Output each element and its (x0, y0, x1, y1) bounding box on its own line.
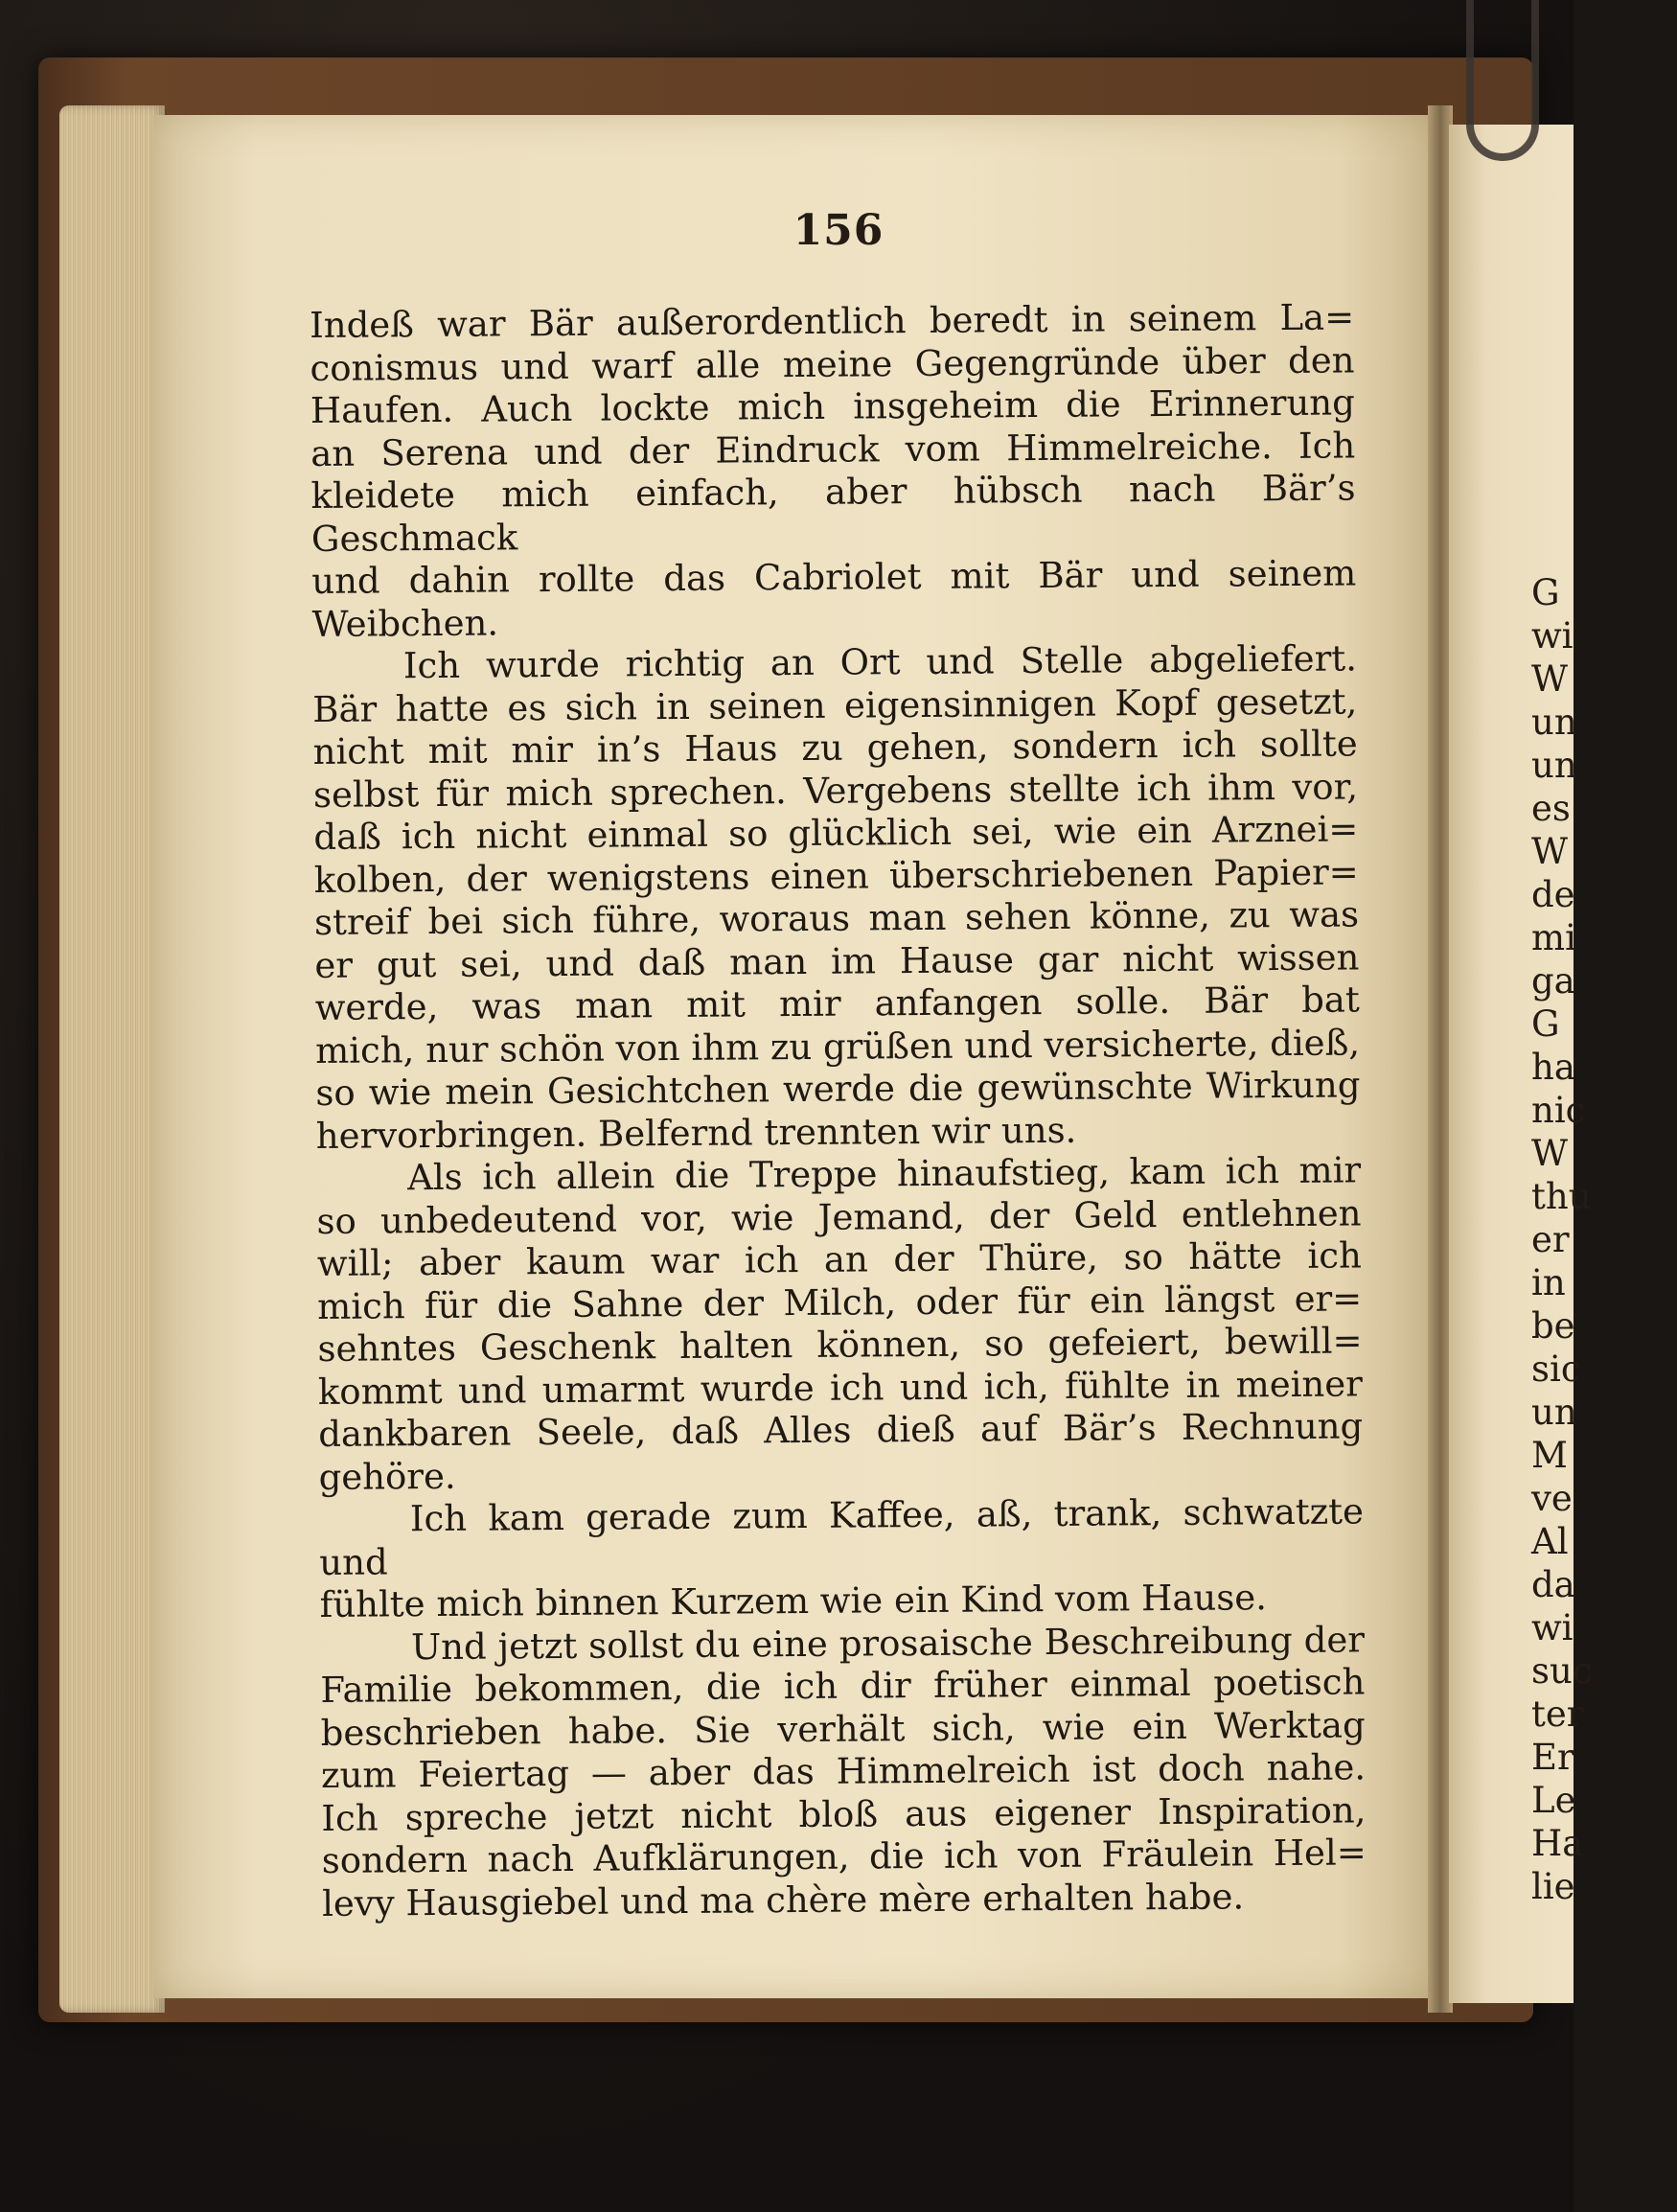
text-line: Indeß war Bär außerordentlich beredt in seinem La= (310, 296, 1355, 346)
facing-page-fragment: G (1531, 1003, 1560, 1045)
facing-page-fragment: Ha (1531, 1823, 1584, 1864)
facing-page-fragment: un (1531, 702, 1577, 743)
text-line: dankbaren Seele, daß Alles dieß auf Bär’s Rechnung (318, 1405, 1364, 1455)
facing-page-fragment: ga (1531, 960, 1575, 1002)
facing-page-fragment: W (1531, 658, 1569, 700)
facing-page-fragment: es (1531, 788, 1571, 829)
text-line: fühlte mich binnen Kurzem wie ein Kind vom Hause. (319, 1577, 1268, 1625)
text-line: gehöre. (318, 1455, 456, 1498)
facing-page-fragment: nic (1531, 1090, 1586, 1131)
facing-page-fragment: un (1531, 1392, 1577, 1433)
text-line: daß ich nicht einmal so glücklich sei, wie ein Arznei= (313, 808, 1359, 858)
facing-page-fragment: in (1531, 1262, 1566, 1303)
text-line: werde, was man mit mir anfangen solle. Bär bat (314, 979, 1360, 1028)
text-line: so unbedeutend vor, wie Jemand, der Geld entlehnen (316, 1191, 1362, 1242)
facing-page-fragment: be (1531, 1305, 1575, 1347)
text-line: und dahin rollte das Cabriolet mit Bär und seinem (311, 552, 1357, 602)
facing-page-fragment: suc (1531, 1650, 1593, 1692)
facing-page-fragment: W (1531, 831, 1569, 872)
facing-page-fragment: Al (1531, 1521, 1569, 1562)
text-line: Ich spreche jetzt nicht bloß aus eigener Inspiration, (321, 1788, 1367, 1839)
facing-page-fragment: er (1531, 1219, 1570, 1260)
text-line: Als ich allein die Treppe hinaufstieg, kam ich mir (406, 1149, 1362, 1199)
facing-page-fragment: ter (1531, 1694, 1584, 1735)
facing-page-fragment: Er (1531, 1737, 1574, 1778)
text-line: an Serena und der Eindruck vom Himmelreiche. Ich (310, 424, 1356, 474)
text-line: Ich kam gerade zum Kaffee, aß, trank, schwatzte und (319, 1490, 1365, 1583)
text-line: Familie bekommen, die ich dir früher einmal poetisch (320, 1661, 1366, 1711)
text-line: sehntes Geschenk halten können, so gefeiert, bewill= (317, 1320, 1363, 1370)
facing-page-fragment: ha (1531, 1047, 1575, 1088)
facing-page-fragment: de (1531, 874, 1575, 915)
facing-page-fragment: wi (1531, 615, 1574, 657)
text-line: selbst für mich sprechen. Vergebens stellte ich ihm vor, (312, 765, 1359, 816)
body-text (310, 296, 1367, 1925)
page-number: 156 (793, 206, 884, 255)
facing-page-fragment: ve (1531, 1478, 1573, 1519)
text-line: zum Feiertag — aber das Himmelreich ist doch nahe. (320, 1746, 1367, 1796)
text-line: Weibchen. (311, 601, 499, 645)
text-line: Und jetzt sollst du eine prosaische Beschreibung der (410, 1618, 1366, 1668)
facing-page-fragment: G (1531, 572, 1560, 613)
facing-page-fragments (1531, 571, 1593, 1908)
text-line: hervorbringen. Belfernd trennten wir uns. (315, 1109, 1077, 1157)
facing-page-fragment: un (1531, 745, 1577, 786)
text-line: kleidete mich einfach, aber hübsch nach Bär’s Geschmack (310, 467, 1356, 560)
text-line: mich für die Sahne der Milch, oder für ein längst er= (317, 1277, 1363, 1327)
facing-page-fragment: thu (1531, 1176, 1592, 1217)
facing-page-fragment: lie (1531, 1866, 1575, 1907)
bookmark-ribbon (1466, 0, 1539, 161)
facing-page-fragment: W (1531, 1133, 1569, 1174)
text-line: streif bei sich führe, woraus man sehen könne, zu was (313, 893, 1360, 943)
facing-page-fragment: sic (1531, 1348, 1581, 1390)
text-line: conismus und warf alle meine Gegengründe über den (310, 338, 1355, 389)
facing-page-fragment: mi (1531, 917, 1576, 958)
facing-page-fragment: Le (1531, 1780, 1576, 1821)
page-edges (59, 105, 165, 2013)
text-line: so wie mein Gesichtchen werde die gewünschte Wirkung (315, 1064, 1361, 1114)
text-line: Ich wurde richtig an Ort und Stelle abgeliefert. (402, 637, 1358, 687)
text-line: Haufen. Auch lockte mich insgeheim die Erinnerung (310, 381, 1356, 431)
text-line: beschrieben habe. Sie verhält sich, wie ein Werktag (320, 1703, 1366, 1754)
text-line: sondern nach Aufklärungen, die ich von Fräulein Hel= (321, 1832, 1367, 1881)
text-line: er gut sei, und daß man im Hause gar nicht wissen (314, 935, 1360, 986)
text-line: will; aber kaum war ich an der Thüre, so hätte ich (316, 1234, 1362, 1284)
text-line: nicht mit mir in’s Haus zu gehen, sondern ich sollte (312, 723, 1358, 772)
facing-page-fragment: da (1531, 1564, 1575, 1605)
text-line: levy Hausgiebel und ma chère mère erhalten habe. (321, 1875, 1245, 1924)
text-line: mich, nur schön von ihm zu grüßen und versicherte, dieß, (314, 1021, 1361, 1071)
facing-page-fragment: M (1531, 1435, 1568, 1476)
facing-page-fragment: wi (1531, 1607, 1574, 1648)
text-line: kolben, der wenigstens einen überschriebenen Papier= (313, 850, 1359, 901)
text-line: kommt und umarmt wurde ich und ich, fühlte in meiner (317, 1362, 1364, 1413)
text-line: Bär hatte es sich in seinen eigensinnigen Kopf gesetzt, (312, 680, 1358, 730)
